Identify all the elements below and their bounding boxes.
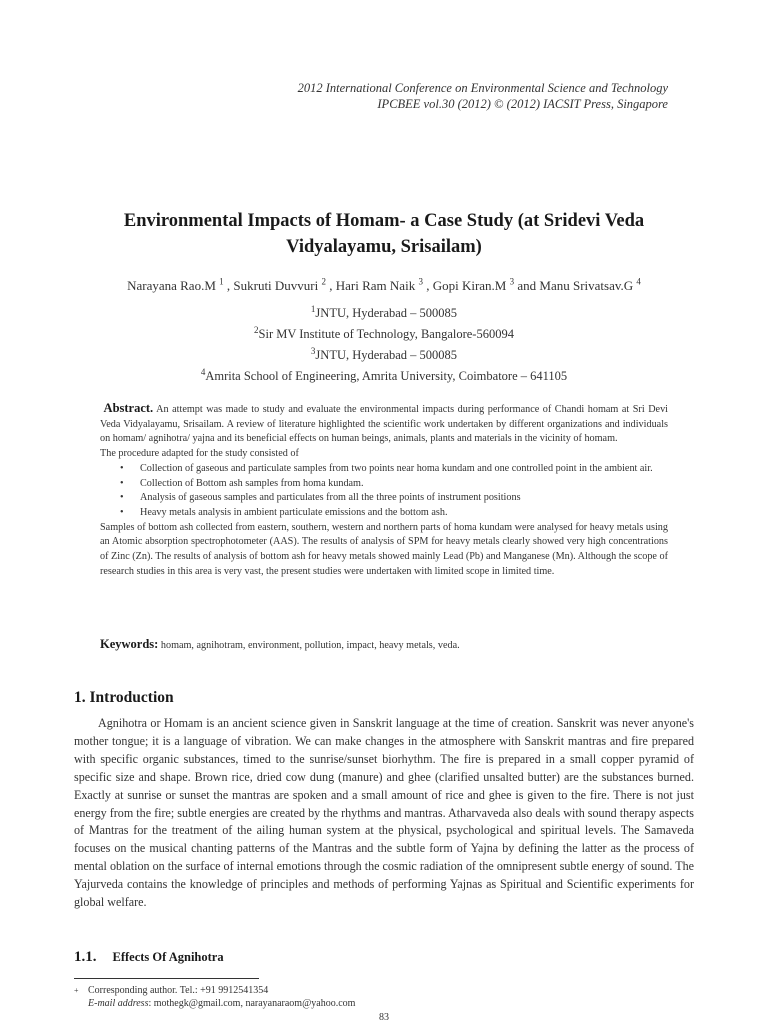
author-separator: , [326,278,336,293]
footnote-divider [74,978,259,979]
page-number: 83 [379,1012,389,1023]
email-text: : mothegk@gmail.com, narayanaraom@yahoo.com [148,998,356,1009]
conference-header [298,80,668,112]
title-line-2: Vidyalayamu, Srisailam) [286,237,482,257]
affiliation [60,345,708,366]
list-item: • Heavy metals analysis in ambient particulate emissions and the bottom ash. [120,506,668,521]
affiliation-text: JNTU, Hyderabad – 500085 [315,306,458,320]
affiliation-mark: 3 [310,345,316,356]
author-affiliation-mark: 3 [418,276,423,287]
affiliation-mark: 2 [254,324,259,335]
list-item: • Collection of Bottom ash samples from homa kundam. [120,477,668,492]
footnote-line [74,984,355,997]
author-affiliation-mark: 4 [636,276,641,287]
keywords [100,636,668,654]
keywords-label: Keywords: [100,637,159,651]
header-line-2: IPCBEE vol.30 (2012) © (2012) IACSIT Press, Singapore [377,97,668,111]
affiliation-text: Sir MV Institute of Technology, Bangalore-560094 [258,327,514,341]
procedure-list [100,462,668,521]
paper-title [60,208,708,260]
list-item: • Analysis of gaseous samples and particulates from all the three points of instrument positions [120,491,668,506]
author-name: Hari Ram Naik [335,278,416,293]
affiliation-text: Amrita School of Engineering, Amrita University, Coimbatore – 641105 [205,369,568,383]
affiliation [60,366,708,387]
footnote-author: Corresponding author. Tel.: +91 9912541354 [88,985,269,996]
footnote-mark: + [74,986,79,995]
header-line-1: 2012 International Conference on Environmental Science and Technology [297,81,668,95]
affiliation-text: JNTU, Hyderabad – 500085 [315,348,458,362]
abstract-label: Abstract. [103,401,154,415]
abstract [100,401,668,579]
footnote-email [74,997,355,1010]
affiliation-mark: 1 [310,303,316,314]
author-affiliation-mark: 1 [219,276,224,287]
procedure-intro: The procedure adapted for the study consisted of [100,448,299,460]
abstract-text: An attempt was made to study and evaluate the environmental impacts during performance of Chandi homam at Sri Devi Veda Vidyalayamu, Srisailam. A review of literature highlighted the scientific work undertaken by different organizations and individuals on homam/ agnihotra/ yajna and its beneficial effects on human beings, animals, plants and materials in the vicinity of homam. [100,404,668,445]
list-item: • Collection of gaseous and particulate samples from two points near homa kundam and one controlled point in the ambient air. [120,462,668,477]
author-affiliation-mark: 3 [509,276,515,287]
author-separator: , [223,278,234,293]
author-list [40,277,728,295]
author-name: Manu Srivatsav.G [539,278,634,293]
introduction-paragraph: Agnihotra or Homam is an ancient science given in Sanskrit language at the time of creation. Sanskrit was never anyone's mother tongue; it is a language of vibration. We can make changes in the atmosphere with Sanskrit mantras and fire prepared with specific organic substances, timed to the sunrise/sunset biorhythm. The fire is prepared in a small copper pyramid of specific size and shape. Brown rice, dried cow dung (manure) and ghee (clarified unsalted butter) are the substances burned. Exactly at sunrise or sunset the mantras are spoken and a small amount of rice and ghee is given to the fire. There is not just energy from the fire; subtle energies are created by the rhythms and mantras. Atharvaveda also deals with sound therapy aspects of Mantras for the treatment of the ailing human system at the physical, psychological and spiritual levels. The Samaveda focuses on the musical chanting patterns of the Mantras and the subtle form of Yajna by defining the latter as the process of mental oblation on the surface of internal emotions through the cosmic radiation of the omnipresent subtle energy of sound. The Yajurveda contains the knowledge of principles and methods of performing Yajnas as Spiritual and Scientific experiments for global welfare. [74,716,694,910]
keywords-text: homam, agnihotram, environment, pollution, impact, heavy metals, veda. [160,640,460,651]
author-name: Narayana Rao.M [127,278,216,293]
affiliation-mark: 4 [200,366,206,377]
abstract-paragraph [100,401,668,447]
title-line-1: Environmental Impacts of Homam- a Case Study (at Sridevi Veda [123,211,645,231]
affiliation [60,324,708,345]
affiliation-list [60,303,708,387]
email-label: E-mail address [88,998,149,1009]
affiliation [60,303,708,324]
abstract-results: Samples of bottom ash collected from eastern, southern, western and northern parts of homa kundam were analysed for heavy metals using an Atomic absorption spectrophotometer (AAS). The results of analysis of SPM for heavy metals clearly showed very high concentrations of Zinc (Zn). The results of analysis of bottom ash for heavy metals showed mainly Lead (Pb) and Manganese (Mn). Although the scope of research studies in this area is very vast, the present studies were undertaken with limited scope in limited time. [100,521,668,577]
subsection-heading [74,948,224,966]
subsection-title: Effects Of Agnihotra [112,950,224,964]
footnote [74,984,355,1010]
author-separator: and [514,278,540,293]
author-name: Gopi Kiran.M [432,278,507,293]
author-separator: , [422,278,433,293]
author-name: Sukruti Duvvuri [233,278,319,293]
author-affiliation-mark: 2 [321,276,327,287]
subsection-number: 1.1. [74,949,97,965]
section-heading-introduction: 1. Introduction [74,689,174,706]
